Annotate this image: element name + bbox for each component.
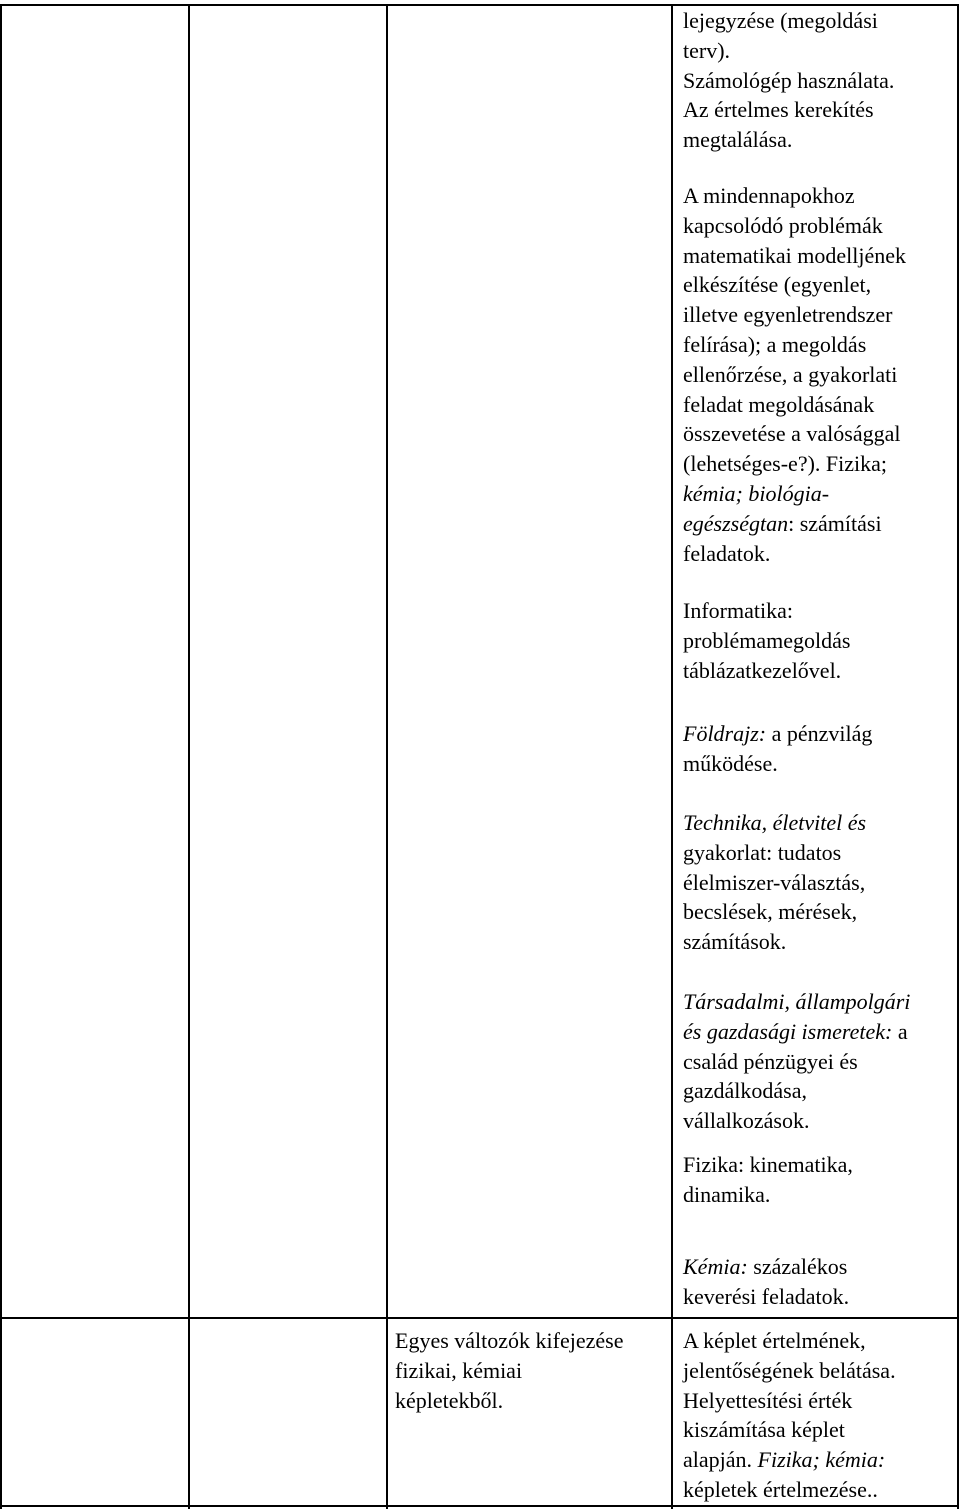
text-line: problémamegoldás [683, 627, 851, 653]
text-line: dinamika. [683, 1181, 771, 1207]
text-line: illetve egyenletrendszer [683, 302, 893, 328]
modelling-paragraph [683, 181, 955, 568]
table-border-right [957, 4, 959, 1509]
text-fragment: százalékos [747, 1254, 848, 1279]
text-line: feladatok. [683, 540, 771, 566]
table-border-col2 [386, 4, 388, 1509]
text-line: család pénzügyei és [683, 1048, 858, 1074]
text-line: táblázatkezelővel. [683, 657, 842, 683]
text-line: terv). [683, 37, 731, 63]
text-line: felírása); a megoldás [683, 331, 867, 357]
text-line: Informatika: [683, 598, 793, 623]
text-line [683, 987, 955, 1017]
text-line: Egyes változók kifejezése [395, 1328, 624, 1353]
text-line: képletek értelmezése.. [683, 1476, 878, 1502]
text-line [683, 1445, 955, 1475]
text-fragment: a pénzvilág [766, 721, 873, 746]
text-line: keverési feladatok. [683, 1283, 850, 1309]
text-line [683, 1017, 955, 1047]
table-border-col3 [671, 4, 673, 1509]
text-line: élelmiszer-választás, [683, 869, 866, 895]
text-line: Helyettesítési érték [683, 1387, 853, 1413]
subject-reference: Társadalmi, állampolgári [683, 989, 911, 1014]
connections-cell [683, 6, 955, 155]
formula-paragraph [683, 1326, 955, 1505]
text-line [683, 719, 955, 749]
text-line [683, 1252, 955, 1282]
text-line: működése. [683, 750, 778, 776]
text-line: kapcsolódó problémák [683, 212, 883, 238]
technology-paragraph [683, 808, 955, 957]
text-line: Számológép használata. [683, 67, 895, 93]
text-line: képletekből. [395, 1387, 504, 1413]
text-line [683, 509, 955, 539]
table-border-bottom [0, 1505, 959, 1507]
text-line: feladat megoldásának [683, 391, 875, 417]
text-line: gazdálkodása, [683, 1078, 807, 1104]
subject-reference: egészségtan [683, 510, 789, 536]
text-line: A mindennapokhoz [683, 183, 855, 208]
geography-paragraph [683, 719, 955, 779]
physics-paragraph [683, 1150, 955, 1210]
subject-reference: Kémia: [683, 1254, 748, 1279]
text-line: A képlet értelmének, [683, 1328, 866, 1353]
topic-cell [395, 1326, 669, 1415]
text-fragment: alapján. [683, 1447, 758, 1473]
text-line: (lehetséges-e?). Fizika; [683, 451, 888, 477]
subject-reference: és gazdasági ismeretek: [683, 1018, 893, 1044]
text-line: kiszámítása képlet [683, 1417, 845, 1443]
text-line: elkészítése (egyenlet, [683, 272, 872, 298]
informatics-paragraph [683, 596, 955, 685]
text-fragment: : számítási [788, 510, 882, 536]
subject-reference: Fizika; kémia: [757, 1447, 886, 1473]
table-border-col1 [188, 4, 190, 1509]
subject-reference: Technika, életvitel és [683, 810, 867, 835]
social-studies-paragraph [683, 987, 955, 1136]
table-border-left [0, 4, 2, 1509]
text-line: gyakorlat: tudatos [683, 839, 842, 865]
text-line: vállalkozások. [683, 1108, 810, 1134]
text-line: matematikai modelljének [683, 242, 906, 268]
text-line: összevetése a valósággal [683, 421, 901, 447]
chemistry-paragraph [683, 1252, 955, 1312]
text-line: Az értelmes kerekítés [683, 97, 874, 123]
text-line [683, 808, 955, 838]
text-line: lejegyzése (megoldási [683, 8, 878, 33]
text-line: becslések, mérések, [683, 899, 858, 925]
text-line: ellenőrzése, a gyakorlati [683, 361, 898, 387]
text-line: jelentőségének belátása. [683, 1357, 896, 1383]
text-line: fizikai, kémiai [395, 1357, 523, 1383]
text-fragment: a [892, 1018, 908, 1044]
subject-reference: kémia; biológia- [683, 480, 830, 506]
text-line [683, 479, 955, 509]
text-line: számítások. [683, 929, 787, 955]
text-line: megtalálása. [683, 127, 793, 153]
text-line: Fizika: kinematika, [683, 1152, 853, 1177]
subject-reference: Földrajz: [683, 721, 767, 746]
table-row-divider [0, 1317, 959, 1319]
